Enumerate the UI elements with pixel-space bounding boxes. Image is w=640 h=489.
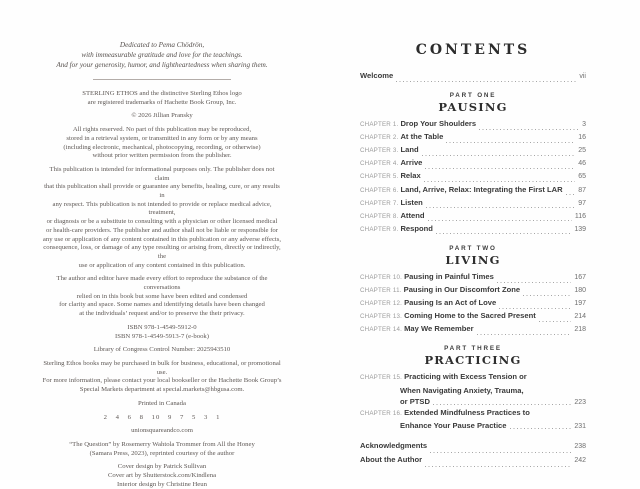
toc-entry-title: Listen	[400, 197, 423, 207]
toc-row	[360, 324, 586, 337]
toc-row	[360, 441, 586, 456]
text-line: Interior design by Christine Heun	[117, 480, 207, 488]
toc-entry-title: About the Author	[360, 455, 423, 465]
contents-title: CONTENTS	[415, 42, 531, 58]
dot-leader	[422, 155, 576, 156]
colophon-paragraph	[42, 275, 282, 319]
toc-chapter-label: CHAPTER 11.	[360, 287, 402, 295]
toc-page-number: 87	[578, 186, 586, 194]
toc-chapter-label: CHAPTER 10.	[360, 273, 403, 281]
colophon-paragraph	[42, 414, 282, 423]
text-line: Sterling Ethos books may be purchased in bulk for business, educational, or promotional use.	[43, 359, 281, 376]
colophon-paragraph	[42, 360, 282, 395]
toc-page-number: 16	[578, 134, 586, 142]
text-line: any use or application of any content contained in this publication or any adverse effects,	[42, 235, 282, 243]
toc-page-number: 65	[578, 173, 586, 181]
text-line: ISBN 978-1-4549-5912-0	[127, 323, 197, 331]
text-line: for clarity and space. Some names and identifying details have been changed	[59, 301, 265, 309]
part-label: PART TWO	[449, 244, 497, 252]
toc-row	[360, 285, 586, 298]
dot-leader	[477, 334, 572, 335]
text-line: or diagnosis or be a substitute to consulting with a physician or other licensed medical	[46, 218, 278, 226]
text-line: All rights reserved. No part of this publication may be reproduced,	[72, 126, 252, 134]
colophon-paragraph	[42, 441, 282, 458]
toc-page-number: 3	[582, 121, 586, 129]
dot-leader	[426, 207, 575, 208]
text-line: (Samara Press, 2023), reprinted courtesy of the author	[89, 449, 235, 457]
dot-leader	[433, 404, 571, 405]
toc-entry-title: Attend	[400, 210, 425, 220]
toc-row	[360, 224, 586, 237]
dot-leader	[396, 81, 576, 82]
toc-chapter-label: CHAPTER 12.	[360, 300, 403, 308]
toc-row	[360, 408, 586, 421]
dot-leader	[425, 466, 571, 467]
text-line: Cover art by Shutterstock.com/Kindlena	[107, 472, 217, 480]
colophon-paragraph	[42, 346, 282, 355]
dot-leader	[436, 233, 571, 234]
dot-leader	[523, 295, 571, 296]
text-line: “The Question” by Rosemerry Wahtola Trommer from All the Honey	[69, 440, 255, 448]
toc-row	[360, 119, 586, 132]
toc-chapter-label: CHAPTER 7.	[360, 199, 399, 207]
dot-leader	[430, 452, 571, 453]
toc-part	[360, 245, 586, 337]
dot-leader	[566, 194, 576, 195]
toc-page-number: 214	[574, 313, 586, 321]
part-title: LIVING	[445, 252, 501, 267]
toc-chapter-label: CHAPTER 3.	[360, 147, 399, 155]
toc-page-number: 139	[574, 225, 586, 233]
toc-entry-title: Drop Your Shoulders	[400, 119, 477, 129]
toc-back-matter	[360, 441, 586, 470]
text-line: any respect. This publication is not intended to provide or replace medical advice, treatment,	[52, 200, 272, 217]
dedication-line: with immeasurable gratitude and love for the teachings.	[81, 51, 243, 59]
toc-page-number: 180	[574, 287, 586, 295]
toc-page-number: 238	[574, 442, 586, 450]
toc-entry-title: Relax	[400, 171, 421, 181]
dedication-line: And for your generosity, humor, and lightheartedness when sharing them.	[56, 61, 268, 69]
toc-page-number: 116	[574, 212, 586, 220]
colophon-paragraph	[42, 166, 282, 270]
text-line: © 2026 Jillian Pransky	[131, 112, 193, 120]
colophon-paragraph	[42, 324, 282, 341]
toc-entry-title: Coming Home to the Sacred Present	[404, 311, 536, 321]
dot-leader	[510, 428, 572, 429]
toc-chapter-label: CHAPTER 14.	[360, 326, 403, 334]
text-line: that this publication shall provide or guarantee any benefits, healing, cure, or any results in	[44, 183, 280, 200]
toc-entry-title: Extended Mindfulness Practices to	[404, 407, 530, 417]
text-line: or health-care providers. The publisher and author shall not be liable or responsible for	[45, 226, 278, 234]
toc-chapter-label: CHAPTER 2.	[360, 134, 399, 142]
toc-chapter-label: CHAPTER 6.	[360, 186, 399, 194]
toc-page-number: 46	[578, 160, 586, 168]
toc-page-number: 167	[574, 273, 586, 281]
toc-page-number: 242	[574, 457, 586, 465]
dedication-line: Dedicated to Pema Chödrön,	[119, 41, 205, 49]
dot-leader	[497, 282, 571, 283]
colophon-paragraph	[42, 90, 282, 107]
text-line: The author and editor have made every effort to reproduce the substance of the conversations	[56, 275, 268, 292]
dot-leader	[428, 220, 572, 221]
part-title: PRACTICING	[424, 353, 522, 368]
text-line: ISBN 978-1-4549-5913-7 (e-book)	[115, 332, 209, 340]
toc-chapter-label: CHAPTER 1.	[360, 121, 399, 129]
colophon-paragraph	[42, 463, 282, 489]
toc-row	[360, 198, 586, 211]
toc-row	[360, 311, 586, 324]
dot-leader	[539, 321, 572, 322]
toc-entry-title: Arrive	[400, 158, 423, 168]
contents-page	[360, 42, 586, 470]
toc-page-number: 223	[574, 398, 586, 406]
part-chapter-list	[360, 372, 586, 431]
toc-entry-title: At the Table	[400, 132, 444, 142]
copyright-page	[42, 40, 282, 489]
text-line: Special Markets department at special.markets@hbgusa.com.	[79, 386, 245, 394]
dedication	[42, 40, 282, 70]
toc-row	[360, 272, 586, 285]
toc-row	[360, 372, 586, 385]
colophon-paragraph	[42, 126, 282, 161]
text-line: are registered trademarks of Hachette Book Group, Inc.	[87, 98, 237, 106]
dot-leader	[424, 181, 575, 182]
part-chapter-list	[360, 272, 586, 337]
toc-entry-title: Pausing in Our Discomfort Zone	[403, 285, 521, 295]
part-chapter-list	[360, 119, 586, 237]
toc-page-number: vii	[579, 73, 586, 80]
part-label: PART ONE	[449, 92, 497, 100]
toc-parts	[360, 92, 586, 432]
toc-entry-title: Acknowledgments	[360, 440, 428, 450]
toc-entry-title: Enhance Your Pause Practice	[400, 420, 507, 430]
dot-leader	[499, 308, 571, 309]
text-line: For more information, please contact your local bookseller or the Hachette Book Group’s	[42, 377, 282, 385]
toc-row	[360, 132, 586, 145]
dot-leader	[446, 142, 575, 143]
toc-part	[360, 92, 586, 237]
toc-entry-title: or PTSD	[400, 396, 430, 406]
toc-entry-title: Land, Arrive, Relax: Integrating the First LAR	[400, 184, 563, 194]
toc-row	[360, 171, 586, 184]
toc-chapter-label: CHAPTER 5.	[360, 173, 399, 181]
toc-entry-title: Pausing Is an Act of Love	[404, 298, 497, 308]
toc-row	[360, 298, 586, 311]
toc-page-number: 97	[578, 199, 586, 207]
text-line: use or application of any content contained in this publication.	[78, 261, 246, 269]
text-line: at the individuals’ request and/or to preserve the their privacy.	[79, 310, 245, 318]
toc-entry-title: Land	[400, 145, 419, 155]
toc-chapter-label: CHAPTER 16.	[360, 409, 403, 417]
toc-page-number: 25	[578, 147, 586, 155]
toc-row	[360, 421, 586, 432]
toc-entry-title: Welcome	[360, 71, 394, 80]
toc-entry-title: When Navigating Anxiety, Trauma,	[400, 385, 524, 395]
toc-row	[360, 211, 586, 224]
text-line: (including electronic, mechanical, photocopying, recording, or otherwise)	[63, 143, 261, 151]
toc-chapter-label: CHAPTER 4.	[360, 160, 399, 168]
dot-leader	[425, 168, 575, 169]
toc-chapter-label: CHAPTER 13.	[360, 313, 403, 321]
toc-chapter-label: CHAPTER 15.	[360, 374, 403, 382]
toc-row	[360, 455, 586, 470]
colophon-paragraph	[42, 112, 282, 121]
toc-row	[360, 397, 586, 408]
part-title: PAUSING	[438, 100, 508, 115]
text-line: unionsquareandco.com	[131, 427, 193, 435]
toc-entry-title: Respond	[400, 223, 433, 233]
toc-row	[360, 71, 586, 84]
toc-row	[360, 185, 586, 198]
toc-row	[360, 386, 586, 397]
divider-rule	[93, 79, 231, 80]
text-line: stored in a retrieval system, or transmitted in any form or by any means	[66, 134, 258, 142]
colophon-paragraph	[42, 400, 282, 409]
toc-front-matter	[360, 71, 586, 84]
text-line: This publication is intended for informational purposes only. The publisher does not claim	[49, 165, 275, 182]
toc-page-number: 231	[574, 422, 586, 430]
dot-leader	[479, 129, 579, 130]
colophon-paragraph	[42, 427, 282, 436]
toc-row	[360, 158, 586, 171]
colophon	[42, 90, 282, 489]
toc-row	[360, 145, 586, 158]
toc-entry-title: Practicing with Excess Tension or	[404, 372, 527, 382]
text-line: Printed in Canada	[138, 399, 186, 407]
text-line: Cover design by Patrick Sullivan	[117, 463, 207, 471]
text-line: without prior written permission from the publisher.	[92, 152, 232, 160]
text-line: Library of Congress Control Number: 2025943510	[93, 346, 231, 354]
toc-chapter-label: CHAPTER 9.	[360, 225, 399, 233]
text-line: STERLING ETHOS and the distinctive Sterling Ethos logo	[82, 90, 242, 97]
toc-chapter-label: CHAPTER 8.	[360, 212, 399, 220]
text-line: relied on in this book but some have been edited and condensed	[76, 292, 248, 300]
toc-part	[360, 345, 586, 431]
text-line: 2 4 6 8 10 9 7 5 3 1	[103, 413, 221, 421]
text-line: consequence, loss, or damage of any type resulting or arising from, directly or indirectly, the	[43, 244, 281, 260]
toc-entry-title: Pausing in Painful Times	[404, 271, 494, 281]
toc-page-number: 218	[574, 326, 586, 334]
toc-entry-title: May We Remember	[404, 324, 474, 334]
toc-page-number: 197	[574, 300, 586, 308]
part-label: PART THREE	[444, 345, 502, 353]
